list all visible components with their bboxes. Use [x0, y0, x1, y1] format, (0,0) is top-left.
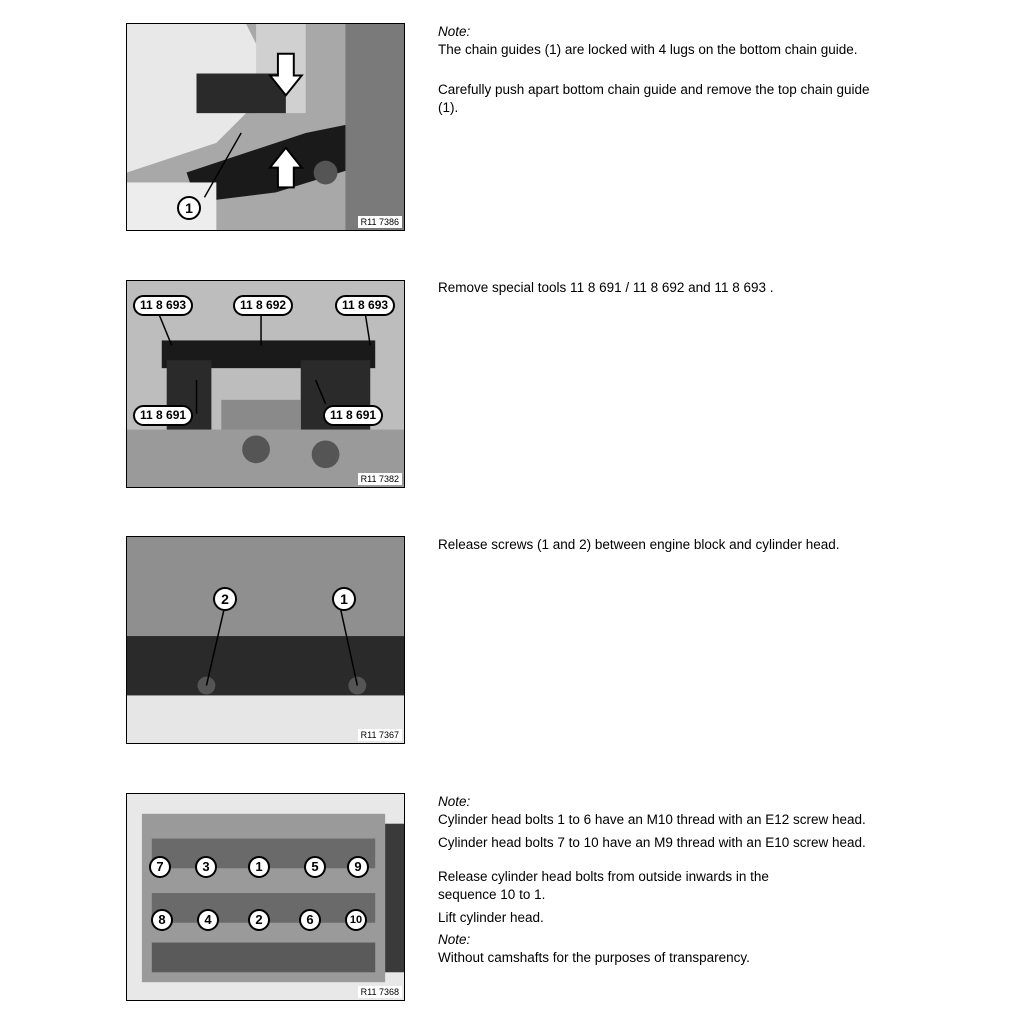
- bolt-callout-5: 5: [304, 856, 326, 878]
- block-screws-illustration: [127, 537, 404, 743]
- figure-block-screws: [126, 536, 405, 744]
- callout-tool-11-8-693-right: 11 8 693: [335, 295, 395, 316]
- bolt-callout-9: 9: [347, 856, 369, 878]
- bolt-callout-7: 7: [149, 856, 171, 878]
- figure-id: R11 7367: [358, 729, 402, 741]
- bolt-callout-4: 4: [197, 909, 219, 931]
- figure-id: R11 7382: [358, 473, 402, 485]
- note-label: Note:: [438, 24, 471, 39]
- cylinder-head-illustration: [127, 794, 404, 1000]
- figure-id: R11 7368: [358, 986, 402, 998]
- paragraph: Release screws (1 and 2) between engine block and cylinder head.: [438, 537, 840, 552]
- paragraph: Lift cylinder head.: [438, 910, 544, 925]
- callout-tool-11-8-691-right: 11 8 691: [323, 405, 383, 426]
- bolt-callout-2: 2: [248, 909, 270, 931]
- figure-chain-guide: [126, 23, 405, 231]
- callout-2: 2: [213, 587, 237, 611]
- callout-1: 1: [177, 196, 201, 220]
- paragraph: Remove special tools 11 8 691 / 11 8 692 and 11 8 693 .: [438, 280, 774, 295]
- paragraph: Cylinder head bolts 7 to 10 have an M9 thread with an E10 screw head.: [438, 835, 866, 850]
- bolt-callout-3: 3: [195, 856, 217, 878]
- note-label: Note:: [438, 932, 471, 947]
- bolt-callout-8: 8: [151, 909, 173, 931]
- figure-id: R11 7386: [358, 216, 402, 228]
- figure-special-tools: [126, 280, 405, 488]
- section-4-text: [438, 793, 918, 967]
- bolt-callout-10: 10: [345, 909, 367, 931]
- bolt-callout-1: 1: [248, 856, 270, 878]
- chain-guide-illustration: [127, 24, 404, 230]
- paragraph: Release cylinder head bolts from outside inwards in the sequence 10 to 1.: [438, 869, 769, 902]
- callout-tool-11-8-692: 11 8 692: [233, 295, 293, 316]
- bolt-callout-6: 6: [299, 909, 321, 931]
- paragraph: Carefully push apart bottom chain guide and remove the top chain guide (1).: [438, 82, 870, 115]
- figure-cylinder-head-bolts: [126, 793, 405, 1001]
- callout-tool-11-8-693-left: 11 8 693: [133, 295, 193, 316]
- callout-tool-11-8-691-left: 11 8 691: [133, 405, 193, 426]
- section-3-text: [438, 536, 918, 554]
- paragraph: Cylinder head bolts 1 to 6 have an M10 thread with an E12 screw head.: [438, 812, 866, 827]
- paragraph: The chain guides (1) are locked with 4 lugs on the bottom chain guide.: [438, 42, 858, 57]
- section-2-text: [438, 279, 918, 297]
- section-1-text: [438, 23, 918, 117]
- note-label: Note:: [438, 794, 471, 809]
- callout-1: 1: [332, 587, 356, 611]
- paragraph: Without camshafts for the purposes of transparency.: [438, 950, 750, 965]
